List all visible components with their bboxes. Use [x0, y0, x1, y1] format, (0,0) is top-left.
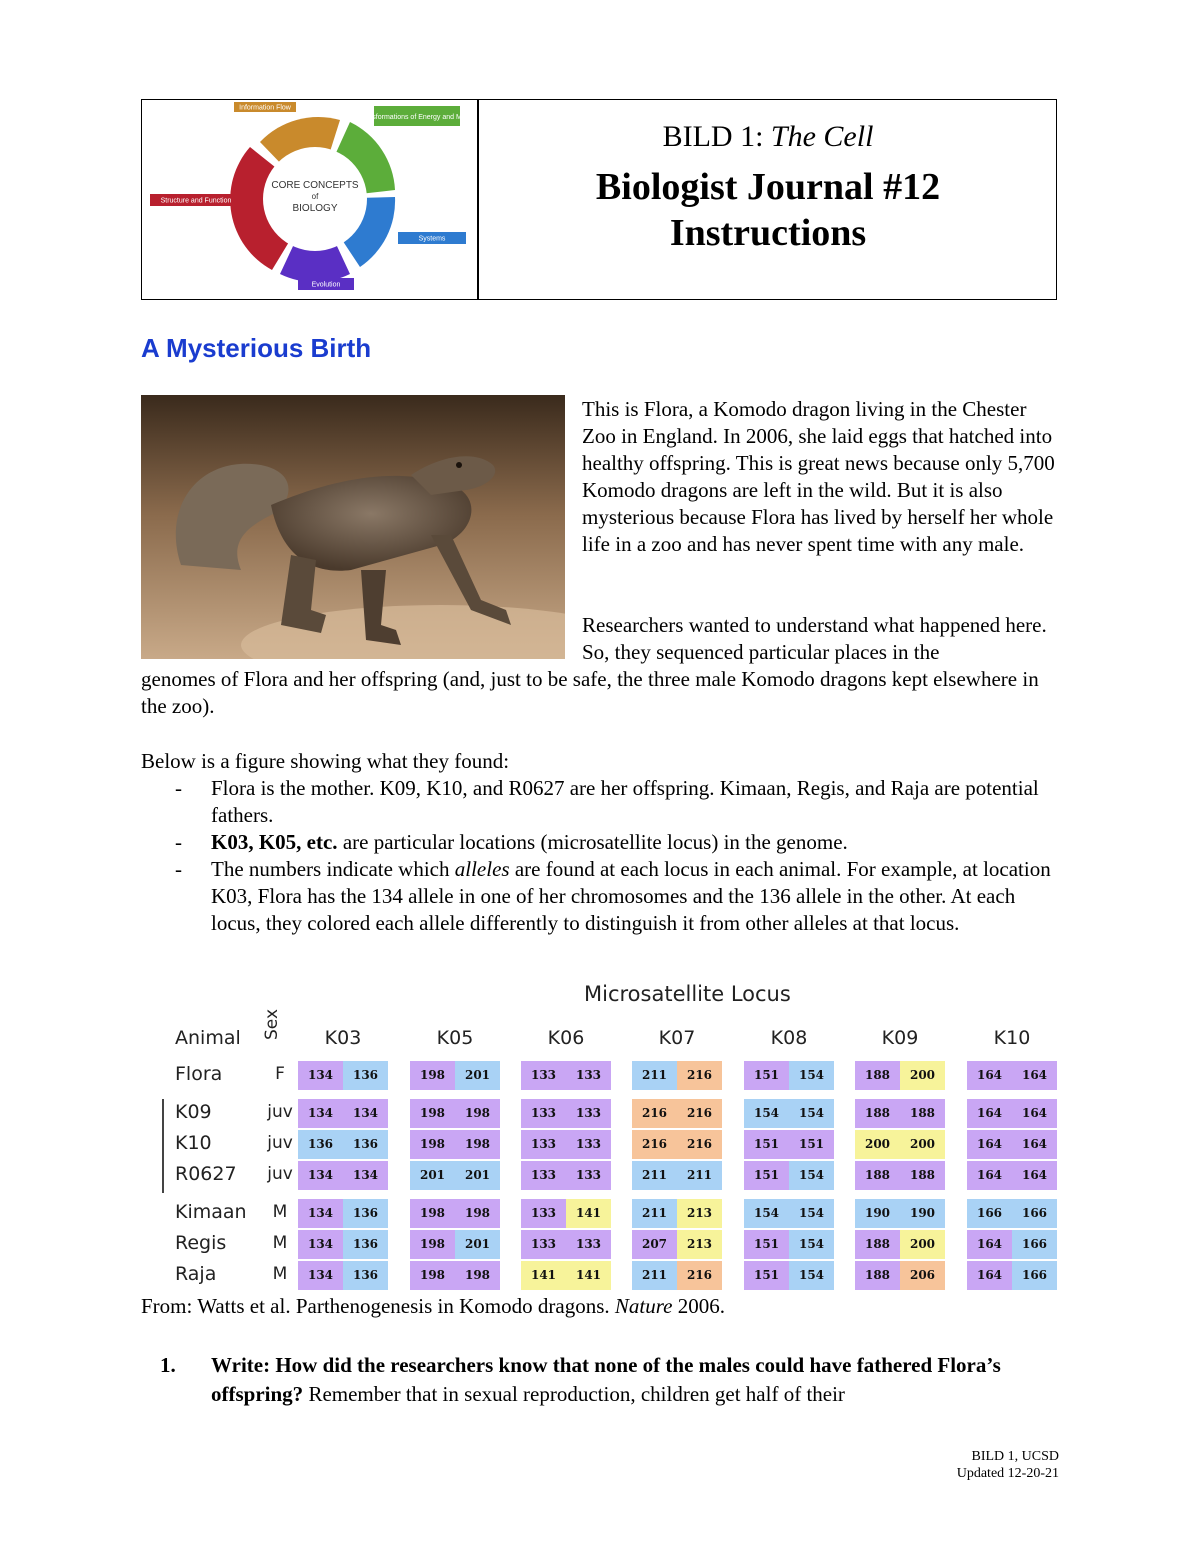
allele-cell: 166	[1012, 1199, 1057, 1228]
allele-cell: 216	[677, 1099, 722, 1128]
core-concepts-diagram	[150, 102, 480, 297]
allele-cell: 188	[855, 1161, 900, 1190]
allele-cell: 154	[789, 1099, 834, 1128]
locus-header-k05: K05	[436, 1027, 474, 1049]
allele-cell: 201	[410, 1161, 455, 1190]
allele-cell: 141	[521, 1261, 566, 1290]
allele-cell: 133	[521, 1061, 566, 1090]
allele-cell: 211	[632, 1161, 677, 1190]
bullet-1-text: Flora is the mother. K09, K10, and R0627 are her offspring. Kimaan, Regis, and Raja are potential fathers.	[211, 776, 1039, 827]
allele-cell: 211	[632, 1261, 677, 1290]
allele-cell: 164	[967, 1130, 1012, 1159]
allele-cell: 133	[566, 1130, 611, 1159]
intro-paragraph-2b: genomes of Flora and her offspring (and, just to be safe, the three male Komodo dragons kept elsewhere in the zoo).	[141, 667, 1039, 718]
allele-cell: 133	[566, 1061, 611, 1090]
animal-sex-raja: M	[272, 1264, 288, 1284]
allele-cell: 154	[789, 1061, 834, 1090]
animal-name-k09: K09	[175, 1101, 212, 1123]
locus-header-k07: K07	[658, 1027, 696, 1049]
animal-column-header: Animal	[175, 1027, 241, 1049]
animal-sex-regis: M	[272, 1233, 288, 1253]
intro-paragraph-2a: Researchers wanted to understand what happened here. So, they sequenced particular places in the	[582, 613, 1047, 664]
animal-name-flora: Flora	[175, 1063, 223, 1085]
allele-cell: 166	[1012, 1261, 1057, 1290]
journal-title	[479, 164, 1057, 256]
intro-paragraph-1: This is Flora, a Komodo dragon living in the Chester Zoo in England. In 2006, she laid eggs that hatched into healthy offspring. This is great news because only 5,700 Komodo dragons are left in the wild. But it is also mysterious because Flora has lived by herself her whole life in a zoo and has never spent time with any male.	[582, 397, 1055, 556]
footer-line2: Updated 12-20-21	[956, 1466, 1059, 1481]
course-line	[479, 120, 1057, 154]
concept-label-4: Evolution	[311, 281, 341, 289]
locus-header-k03: K03	[324, 1027, 362, 1049]
allele-cell: 164	[967, 1261, 1012, 1290]
allele-cell: 164	[1012, 1161, 1057, 1190]
allele-cell: 154	[789, 1199, 834, 1228]
footer-line1: BILD 1, UCSD	[971, 1449, 1059, 1464]
allele-cell: 133	[521, 1099, 566, 1128]
komodo-dragon-photo	[141, 395, 565, 659]
allele-cell: 134	[343, 1099, 388, 1128]
allele-cell: 198	[455, 1261, 500, 1290]
animal-sex-k10: juv	[267, 1133, 293, 1153]
allele-cell: 198	[410, 1099, 455, 1128]
locus-header-k09: K09	[881, 1027, 919, 1049]
allele-cell: 211	[632, 1199, 677, 1228]
allele-cell: 164	[1012, 1130, 1057, 1159]
allele-cell: 188	[855, 1061, 900, 1090]
allele-cell: 188	[900, 1161, 945, 1190]
concepts-center-line2: of	[311, 192, 319, 201]
animal-name-r0627: R0627	[175, 1163, 237, 1185]
question-1-rest: Remember that in sexual reproduction, children get half of their	[303, 1382, 845, 1406]
animal-name-kimaan: Kimaan	[175, 1201, 247, 1223]
animal-sex-flora: F	[275, 1064, 285, 1084]
allele-cell: 134	[298, 1099, 343, 1128]
question-1-number: 1.	[160, 1353, 176, 1377]
allele-cell: 151	[744, 1061, 789, 1090]
locus-header-k06: K06	[547, 1027, 585, 1049]
animal-sex-k09: juv	[267, 1102, 293, 1122]
allele-cell: 207	[632, 1230, 677, 1259]
question-1-bold: Write: How did the researchers know that none of the males could have fathered Flora’s offspring?	[211, 1353, 1001, 1406]
allele-cell: 141	[566, 1261, 611, 1290]
allele-cell: 213	[677, 1230, 722, 1259]
allele-cell: 154	[789, 1230, 834, 1259]
journal-title-line2: Instructions	[669, 212, 867, 254]
allele-cell: 198	[455, 1099, 500, 1128]
allele-cell: 133	[521, 1130, 566, 1159]
allele-cell: 136	[343, 1130, 388, 1159]
allele-cell: 164	[1012, 1061, 1057, 1090]
allele-cell: 164	[1012, 1099, 1057, 1128]
citation-journal: Nature	[614, 1294, 673, 1318]
bullet-3-pre: The numbers indicate which	[211, 857, 455, 881]
allele-cell: 190	[855, 1199, 900, 1228]
allele-cell: 133	[521, 1161, 566, 1190]
offspring-bracket	[162, 1099, 164, 1193]
bullet-3-post: are found at each locus in each animal. For example, at location K03, Flora has the 134 allele in one of her chromosomes and the 136 allele in the other. At each locus, they colored each allele differently to distinguish it from other alleles at that locus.	[211, 857, 1051, 935]
concept-label-1: Transformations of Energy and Matter	[358, 114, 476, 121]
allele-cell: 134	[298, 1161, 343, 1190]
allele-cell: 166	[967, 1199, 1012, 1228]
locus-header-k10: K10	[993, 1027, 1031, 1049]
allele-cell: 200	[900, 1230, 945, 1259]
allele-cell: 200	[900, 1130, 945, 1159]
question-1-text	[211, 1351, 1041, 1409]
allele-cell: 136	[343, 1261, 388, 1290]
allele-cell: 136	[298, 1130, 343, 1159]
course-name: The Cell	[770, 120, 874, 153]
allele-cell: 211	[677, 1161, 722, 1190]
allele-cell: 188	[900, 1099, 945, 1128]
allele-cell: 190	[900, 1199, 945, 1228]
allele-cell: 133	[566, 1161, 611, 1190]
allele-cell: 151	[789, 1130, 834, 1159]
allele-cell: 151	[744, 1161, 789, 1190]
allele-cell: 154	[744, 1199, 789, 1228]
allele-cell: 134	[298, 1199, 343, 1228]
allele-cell: 134	[298, 1230, 343, 1259]
allele-cell: 134	[343, 1161, 388, 1190]
allele-cell: 133	[521, 1199, 566, 1228]
section-heading: A Mysterious Birth	[141, 333, 372, 363]
allele-cell: 136	[343, 1230, 388, 1259]
allele-cell: 164	[967, 1099, 1012, 1128]
sex-column-header: Sex	[262, 1008, 282, 1040]
allele-cell: 216	[677, 1261, 722, 1290]
allele-cell: 198	[410, 1061, 455, 1090]
animal-sex-r0627: juv	[267, 1164, 293, 1184]
allele-cell: 164	[967, 1061, 1012, 1090]
animal-name-k10: K10	[175, 1132, 212, 1154]
allele-cell: 198	[455, 1130, 500, 1159]
bullet-2-rest: are particular locations (microsatellite locus) in the genome.	[337, 830, 848, 854]
allele-cell: 198	[455, 1199, 500, 1228]
footer	[860, 1448, 1059, 1482]
bullet-2-text	[211, 829, 1056, 856]
allele-cell: 134	[298, 1061, 343, 1090]
allele-cell: 188	[855, 1261, 900, 1290]
allele-cell: 136	[343, 1199, 388, 1228]
allele-cell: 166	[1012, 1230, 1057, 1259]
course-prefix: BILD 1:	[662, 120, 764, 153]
allele-cell: 206	[900, 1261, 945, 1290]
citation	[141, 1293, 1061, 1320]
allele-cell: 164	[967, 1161, 1012, 1190]
figure-intro: Below is a figure showing what they found:	[141, 749, 510, 773]
allele-cell: 198	[410, 1261, 455, 1290]
allele-cell: 211	[632, 1061, 677, 1090]
allele-cell: 213	[677, 1199, 722, 1228]
concept-label-3: Systems	[418, 235, 446, 243]
figure-title: Microsatellite Locus	[584, 982, 791, 1006]
allele-cell: 201	[455, 1161, 500, 1190]
bullet-2-bold: K03, K05, etc.	[211, 830, 338, 854]
allele-cell: 133	[566, 1099, 611, 1128]
allele-cell: 216	[632, 1099, 677, 1128]
allele-cell: 198	[410, 1130, 455, 1159]
allele-cell: 154	[789, 1261, 834, 1290]
journal-title-line1: Biologist Journal #12	[595, 166, 941, 208]
concepts-center-line1: CORE CONCEPTS	[271, 180, 359, 191]
allele-cell: 136	[343, 1061, 388, 1090]
allele-cell: 151	[744, 1130, 789, 1159]
allele-cell: 216	[677, 1061, 722, 1090]
allele-cell: 201	[455, 1230, 500, 1259]
allele-cell: 151	[744, 1261, 789, 1290]
citation-post: 2006.	[672, 1294, 725, 1318]
allele-cell: 201	[455, 1061, 500, 1090]
allele-cell: 154	[789, 1161, 834, 1190]
allele-cell: 141	[566, 1199, 611, 1228]
animal-sex-kimaan: M	[272, 1202, 288, 1222]
concept-label-2: Structure and Function	[160, 197, 232, 205]
allele-cell: 216	[677, 1130, 722, 1159]
allele-cell: 216	[632, 1130, 677, 1159]
allele-cell: 133	[521, 1230, 566, 1259]
allele-cell: 188	[855, 1099, 900, 1128]
allele-cell: 154	[744, 1099, 789, 1128]
concept-label-0: Information Flow	[239, 104, 291, 112]
allele-cell: 164	[967, 1230, 1012, 1259]
bullet-3-em: alleles	[454, 857, 510, 881]
allele-cell: 200	[855, 1130, 900, 1159]
animal-name-raja: Raja	[175, 1263, 217, 1285]
allele-cell: 200	[900, 1061, 945, 1090]
bullet-3-text	[211, 856, 1056, 937]
allele-cell: 188	[855, 1230, 900, 1259]
allele-cell: 151	[744, 1230, 789, 1259]
citation-pre: From: Watts et al. Parthenogenesis in Komodo dragons.	[141, 1294, 615, 1318]
locus-header-k08: K08	[770, 1027, 808, 1049]
concepts-center-line3: BIOLOGY	[292, 203, 338, 214]
allele-cell: 198	[410, 1199, 455, 1228]
animal-name-regis: Regis	[175, 1232, 227, 1254]
allele-cell: 133	[566, 1230, 611, 1259]
allele-cell: 198	[410, 1230, 455, 1259]
allele-cell: 134	[298, 1261, 343, 1290]
